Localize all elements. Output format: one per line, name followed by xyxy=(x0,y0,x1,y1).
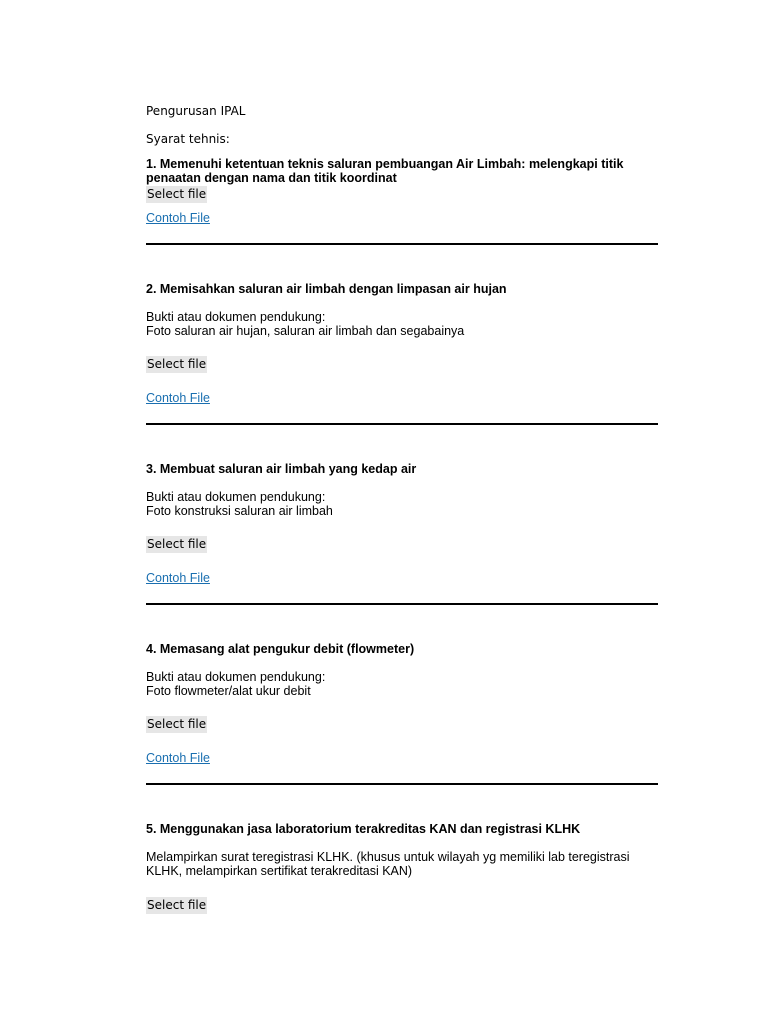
select-file-button-1[interactable]: Select file xyxy=(147,187,207,201)
requirement-section-3 xyxy=(146,462,658,476)
requirement-section-5 xyxy=(146,822,658,836)
requirement-heading-2: 2. Memisahkan saluran air limbah dengan limpasan air hujan xyxy=(146,282,507,296)
example-file-link-4[interactable]: Contoh File xyxy=(146,751,210,765)
support-label-3: Bukti atau dokumen pendukung: xyxy=(146,490,326,504)
select-file-button-2[interactable]: Select file xyxy=(147,357,207,371)
example-file-link-1[interactable]: Contoh File xyxy=(146,211,210,225)
support-detail-3: Foto konstruksi saluran air limbah xyxy=(146,504,333,518)
section-divider-4 xyxy=(146,783,658,785)
select-file-button-5[interactable]: Select file xyxy=(147,898,207,912)
support-detail-5: KLHK, melampirkan sertifikat terakreditasi KAN) xyxy=(146,864,413,878)
support-detail-4: Foto flowmeter/alat ukur debit xyxy=(146,684,311,698)
requirements-subtitle: Syarat tehnis: xyxy=(146,132,230,146)
support-label-2: Bukti atau dokumen pendukung: xyxy=(146,310,326,324)
support-detail-2: Foto saluran air hujan, saluran air limbah dan segabainya xyxy=(146,324,465,338)
requirement-heading-4: 4. Memasang alat pengukur debit (flowmeter) xyxy=(146,642,415,656)
support-label-4: Bukti atau dokumen pendukung: xyxy=(146,670,326,684)
select-file-button-4[interactable]: Select file xyxy=(147,717,207,731)
section-divider-2 xyxy=(146,423,658,425)
requirement-section-1 xyxy=(146,157,658,185)
requirement-heading-1: 1. Memenuhi ketentuan teknis saluran pembuangan Air Limbah: melengkapi titik penaatan dengan nama dan titik koordinat xyxy=(146,157,624,185)
requirement-section-4 xyxy=(146,642,658,656)
requirement-heading-5: 5. Menggunakan jasa laboratorium terakreditas KAN dan registrasi KLHK xyxy=(146,822,581,836)
example-file-link-3[interactable]: Contoh File xyxy=(146,571,210,585)
select-file-button-3[interactable]: Select file xyxy=(147,537,207,551)
support-label-5: Melampirkan surat teregistrasi KLHK. (khusus untuk wilayah yg memiliki lab teregistrasi xyxy=(146,850,630,864)
requirement-section-2 xyxy=(146,282,658,296)
section-divider-1 xyxy=(146,243,658,245)
requirement-heading-3: 3. Membuat saluran air limbah yang kedap air xyxy=(146,462,417,476)
example-file-link-2[interactable]: Contoh File xyxy=(146,391,210,405)
page-title: Pengurusan IPAL xyxy=(146,104,246,118)
section-divider-3 xyxy=(146,603,658,605)
